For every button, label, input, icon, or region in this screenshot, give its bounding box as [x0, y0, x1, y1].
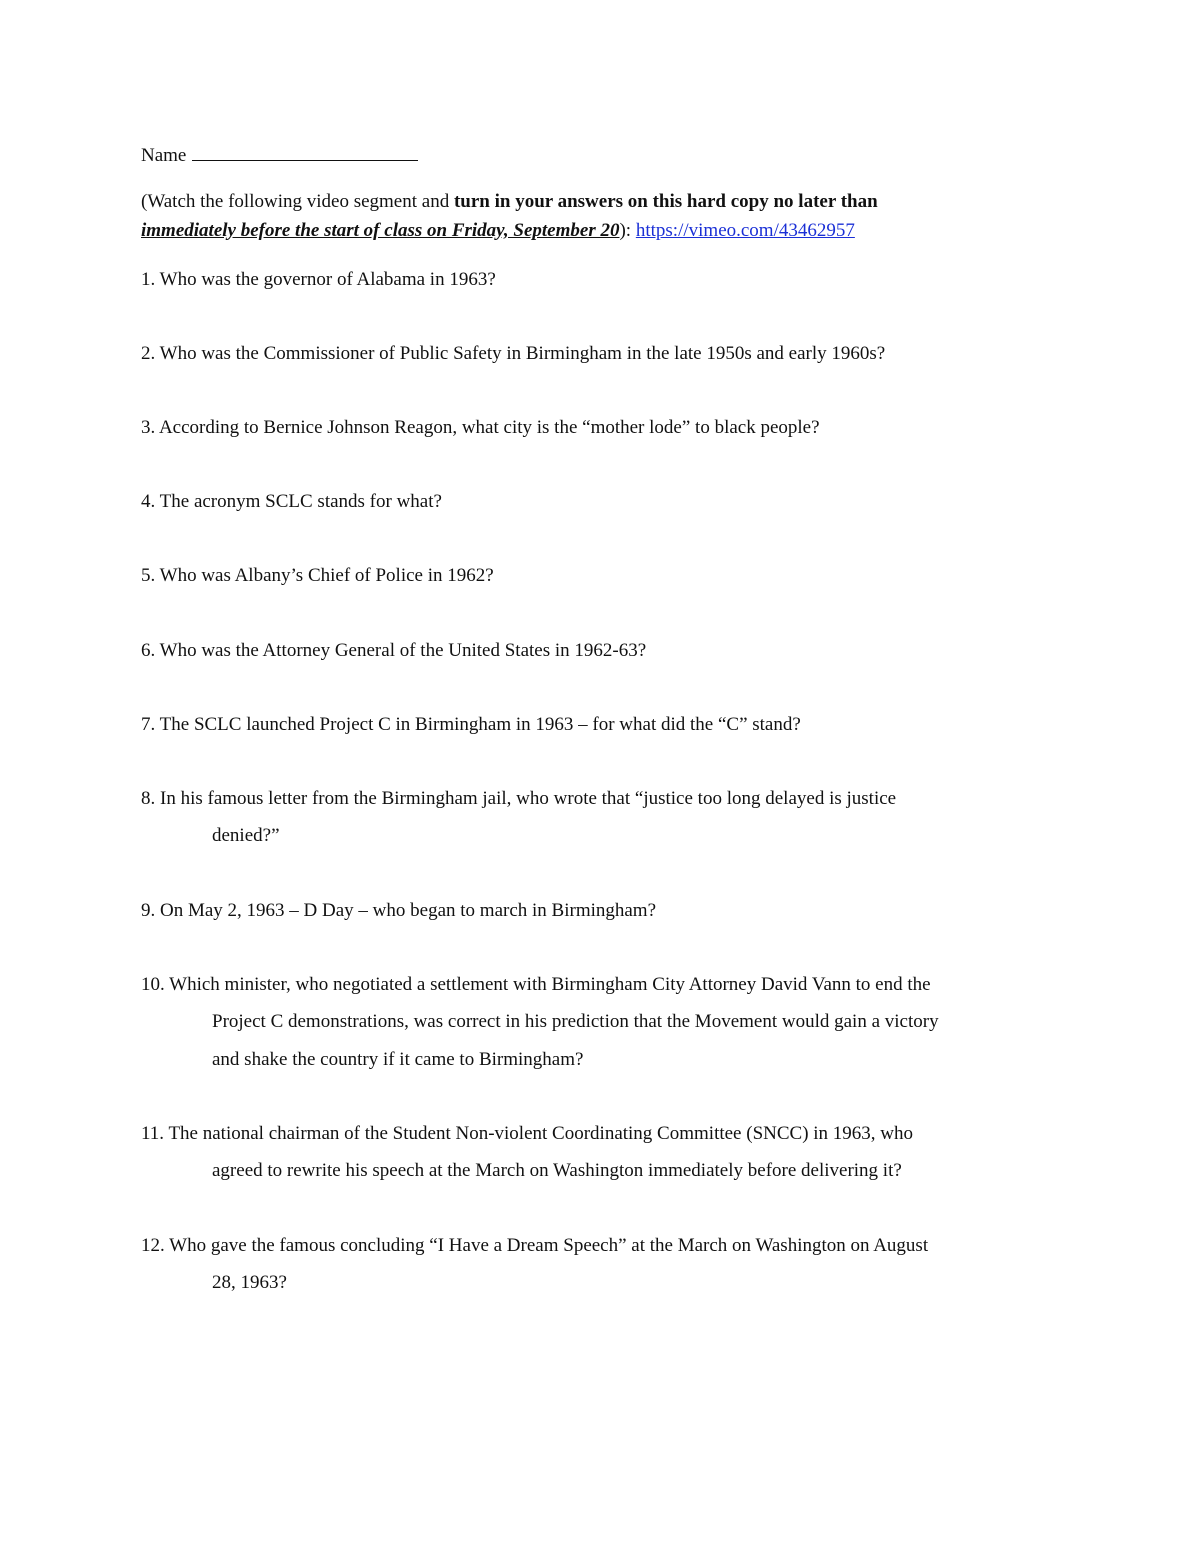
- name-label: Name: [141, 145, 187, 166]
- name-field: [141, 142, 418, 168]
- video-link[interactable]: https://vimeo.com/43462957: [635, 220, 855, 241]
- question-6: 6. Who was the Attorney General of the United States in 1962-63?: [141, 640, 647, 661]
- question-2: 2. Who was the Commissioner of Public Safety in Birmingham in the late 1950s and early 1960s?: [141, 343, 886, 364]
- question-11-line-1: 11. The national chairman of the Student Non-violent Coordinating Committee (SNCC) in 1963, who: [141, 1123, 914, 1144]
- instructions-close: ):: [619, 220, 636, 241]
- instructions-line-1: [141, 190, 878, 214]
- instructions-intro: (Watch the following video segment and: [141, 191, 454, 212]
- question-1: 1. Who was the governor of Alabama in 1963?: [141, 269, 496, 290]
- question-9: 9. On May 2, 1963 – D Day – who began to march in Birmingham?: [141, 900, 657, 921]
- question-10-line-2: Project C demonstrations, was correct in his prediction that the Movement would gain a victory: [212, 1011, 939, 1032]
- question-8-line-2: denied?”: [212, 825, 280, 846]
- question-5: 5. Who was Albany’s Chief of Police in 1962?: [141, 565, 494, 586]
- question-12-line-2: 28, 1963?: [212, 1272, 287, 1293]
- question-3: 3. According to Bernice Johnson Reagon, what city is the “mother lode” to black people?: [141, 417, 820, 438]
- question-7: 7. The SCLC launched Project C in Birmingham in 1963 – for what did the “C” stand?: [141, 714, 801, 735]
- question-4: 4. The acronym SCLC stands for what?: [141, 491, 442, 512]
- question-12-line-1: 12. Who gave the famous concluding “I Have a Dream Speech” at the March on Washington on August: [141, 1235, 929, 1256]
- name-blank-line[interactable]: [192, 142, 418, 161]
- question-8-line-1: 8. In his famous letter from the Birmingham jail, who wrote that “justice too long delayed is justice: [141, 788, 897, 809]
- question-10-line-3: and shake the country if it came to Birmingham?: [212, 1049, 584, 1070]
- question-10-line-1: 10. Which minister, who negotiated a settlement with Birmingham City Attorney David Vann to end the: [141, 974, 931, 995]
- question-11-line-2: agreed to rewrite his speech at the March on Washington immediately before delivering it?: [212, 1160, 902, 1181]
- instructions-line-2: [141, 219, 855, 243]
- instructions-bold: turn in your answers on this hard copy no later than: [453, 191, 878, 212]
- instructions-deadline: immediately before the start of class on Friday, September 20: [141, 220, 620, 241]
